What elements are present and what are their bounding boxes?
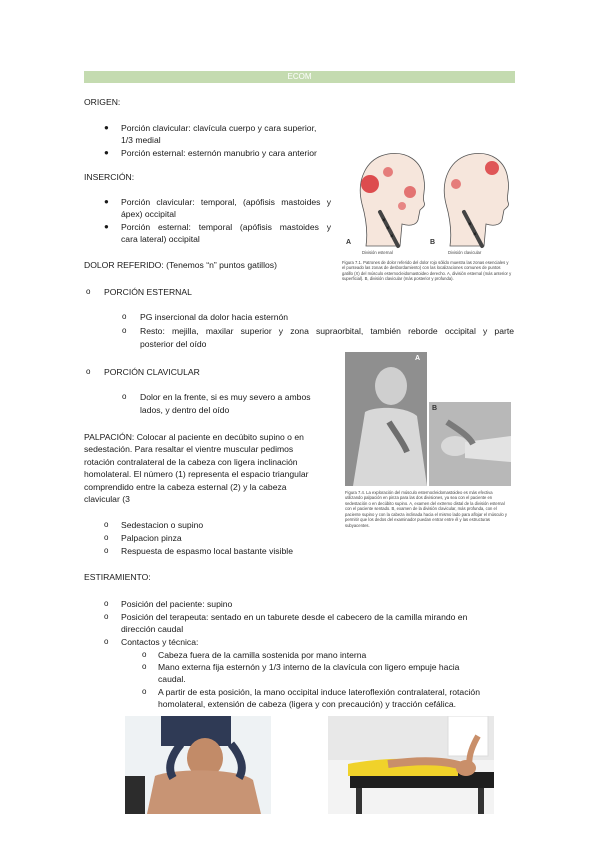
tecnica-sub-3-line-2: homolateral, extensión de cabeza (ligera y con precaución) y tracción cefálica. bbox=[158, 699, 457, 709]
figure1-sublabel-b: División clavicular bbox=[448, 250, 482, 255]
esternal-item-1: PG insercional da dolor hacia esternón bbox=[140, 312, 289, 322]
tecnica-sub-2-line-2: caudal. bbox=[158, 674, 186, 684]
palpacion-item-3: Respuesta de espasmo local bastante visible bbox=[121, 546, 293, 556]
bullet-circle: o bbox=[86, 367, 91, 376]
palpacion-line-4: homolateral. El número (1) representa el espacio triangular bbox=[84, 469, 309, 479]
bullet-circle: o bbox=[142, 662, 147, 671]
dolor-heading: DOLOR REFERIDO: (Tenemos “n” puntos gatillos) bbox=[84, 260, 277, 270]
palpacion-line-3: rotación contralateral de la cabeza con ligera inclinación bbox=[84, 457, 298, 467]
photo-palpation-a bbox=[345, 352, 427, 486]
estiramiento-item-2-line-2: dirección caudal bbox=[121, 624, 184, 634]
clavicular-item-1-line-1: Dolor en la frente, si es muy severo a ambos bbox=[140, 392, 311, 402]
bullet-circle: o bbox=[104, 637, 109, 646]
head-illustrations bbox=[342, 146, 512, 256]
bullet-circle: o bbox=[122, 312, 127, 321]
insercion-item-1-line-2: ápex) occipital bbox=[121, 209, 176, 219]
bullet-dot: ● bbox=[104, 123, 109, 132]
bullet-circle: o bbox=[104, 599, 109, 608]
estiramiento-item-3: Contactos y técnica: bbox=[121, 637, 199, 647]
bullet-dot: ● bbox=[104, 197, 109, 206]
bullet-circle: o bbox=[142, 650, 147, 659]
svg-text:×: × bbox=[473, 232, 477, 238]
palpacion-line-1: PALPACIÓN: Colocar al paciente en decúbito supino o en bbox=[84, 432, 304, 442]
palpacion-item-1: Sedestacion o supino bbox=[121, 520, 204, 530]
bullet-circle: o bbox=[104, 533, 109, 542]
clavicular-item-1-line-2: lados, y dentro del oído bbox=[140, 405, 230, 415]
tecnica-sub-2-line-1: Mano externa fija esternón y 1/3 interno de la clavícula con ligero empuje hacia bbox=[158, 662, 460, 672]
bullet-circle: o bbox=[122, 392, 127, 401]
bullet-dot: ● bbox=[104, 222, 109, 231]
porcion-esternal-label: PORCIÓN ESTERNAL bbox=[104, 287, 192, 297]
palpacion-item-2: Palpacion pinza bbox=[121, 533, 182, 543]
svg-text:×: × bbox=[386, 226, 390, 232]
origen-item-1-line-1: Porción clavicular: clavícula cuerpo y cara superior, bbox=[121, 123, 317, 133]
origen-heading: ORIGEN: bbox=[84, 97, 121, 107]
tecnica-sub-3-line-1: A partir de esta posición, la mano occipital induce lateroflexión contralateral, rotación bbox=[158, 687, 480, 697]
figure-referred-pain bbox=[342, 146, 512, 290]
palpacion-line-2: sedestación. Para resaltar el vientre muscular pedimos bbox=[84, 444, 294, 454]
svg-text:×: × bbox=[382, 218, 386, 224]
insercion-item-1-line-1: Porción clavicular: temporal, (apófisis mastoides y bbox=[121, 197, 331, 207]
photo-palpation-b bbox=[429, 402, 511, 486]
origen-item-2: Porción esternal: esternón manubrio y cara anterior bbox=[121, 148, 317, 158]
svg-text:×: × bbox=[390, 234, 394, 240]
esternal-item-2-line-1: Resto: mejilla, maxilar superior y zona supraorbital, también reborde occipital y parte bbox=[140, 326, 514, 336]
bullet-circle: o bbox=[142, 687, 147, 696]
figure1-sublabel-a: División esternal bbox=[362, 250, 393, 255]
bullet-circle: o bbox=[122, 326, 127, 335]
origen-item-1-line-2: 1/3 medial bbox=[121, 135, 161, 145]
figure-palpation bbox=[345, 352, 511, 530]
esternal-item-2-line-2: posterior del oído bbox=[140, 339, 207, 349]
insercion-item-2-line-2: cara lateral) occipital bbox=[121, 234, 200, 244]
estiramiento-item-2-line-1: Posición del terapeuta: sentado en un taburete desde el cabecero de la camilla mirando en bbox=[121, 612, 468, 622]
photo-stretch-supine bbox=[328, 716, 494, 814]
photo-stretch-sitting bbox=[125, 716, 271, 814]
figure1-caption: Figura 7.1. Patrones de dolor referido del dolor rojo sólido muestra las zonas esenciales y el punteado las zonas de desbordamiento) con las localizaciones comunes de puntos gatillo (X) del músculo esternocleidomastoideo derecho. A, división esternal (más anterior y superficial). B, división clavicular (más posterior y profunda). bbox=[342, 260, 512, 282]
tecnica-sub-1: Cabeza fuera de la camilla sostenida por mano interna bbox=[158, 650, 367, 660]
bullet-circle: o bbox=[104, 546, 109, 555]
figure1-label-a: A bbox=[346, 239, 352, 246]
palpacion-line-5: comprendido entre la cabeza esternal (2) y la cabeza bbox=[84, 482, 287, 492]
insercion-item-2-line-1: Porción esternal: temporal (apófisis mastoides y bbox=[121, 222, 331, 232]
palpacion-line-6: clavicular (3 bbox=[84, 494, 130, 504]
page-title: ECOM bbox=[84, 71, 515, 83]
figure2-caption: Figura 7.4. La exploración del músculo esternocleidomastoideo es más efectiva utilizando palpación en pinza para las dos divisiones, ya sea con el paciente en sedestación o en decúbito supino. A, examen del extremo distal de la división esternal con el paciente sentado. B, examen de la división clavicular, más profunda, con el paciente supino y con la cabeza inclinada hacia el mismo lado para aflojar el músculo y permitir que los dedos del examinador puedan entrar entre él y las estructuras subyacentes. bbox=[345, 490, 508, 528]
bullet-circle: o bbox=[104, 520, 109, 529]
porcion-clavicular-label: PORCIÓN CLAVICULAR bbox=[104, 367, 200, 377]
bullet-dot: ● bbox=[104, 148, 109, 157]
estiramiento-heading: ESTIRAMIENTO: bbox=[84, 572, 151, 582]
insercion-heading: INSERCIÓN: bbox=[84, 172, 135, 182]
bullet-circle: o bbox=[86, 287, 91, 296]
figure2-label-a: A bbox=[415, 355, 421, 362]
svg-text:×: × bbox=[468, 222, 472, 228]
figure1-label-b: B bbox=[430, 239, 436, 246]
bullet-circle: o bbox=[104, 612, 109, 621]
figure2-label-b: B bbox=[432, 405, 438, 412]
estiramiento-item-1: Posición del paciente: supino bbox=[121, 599, 233, 609]
